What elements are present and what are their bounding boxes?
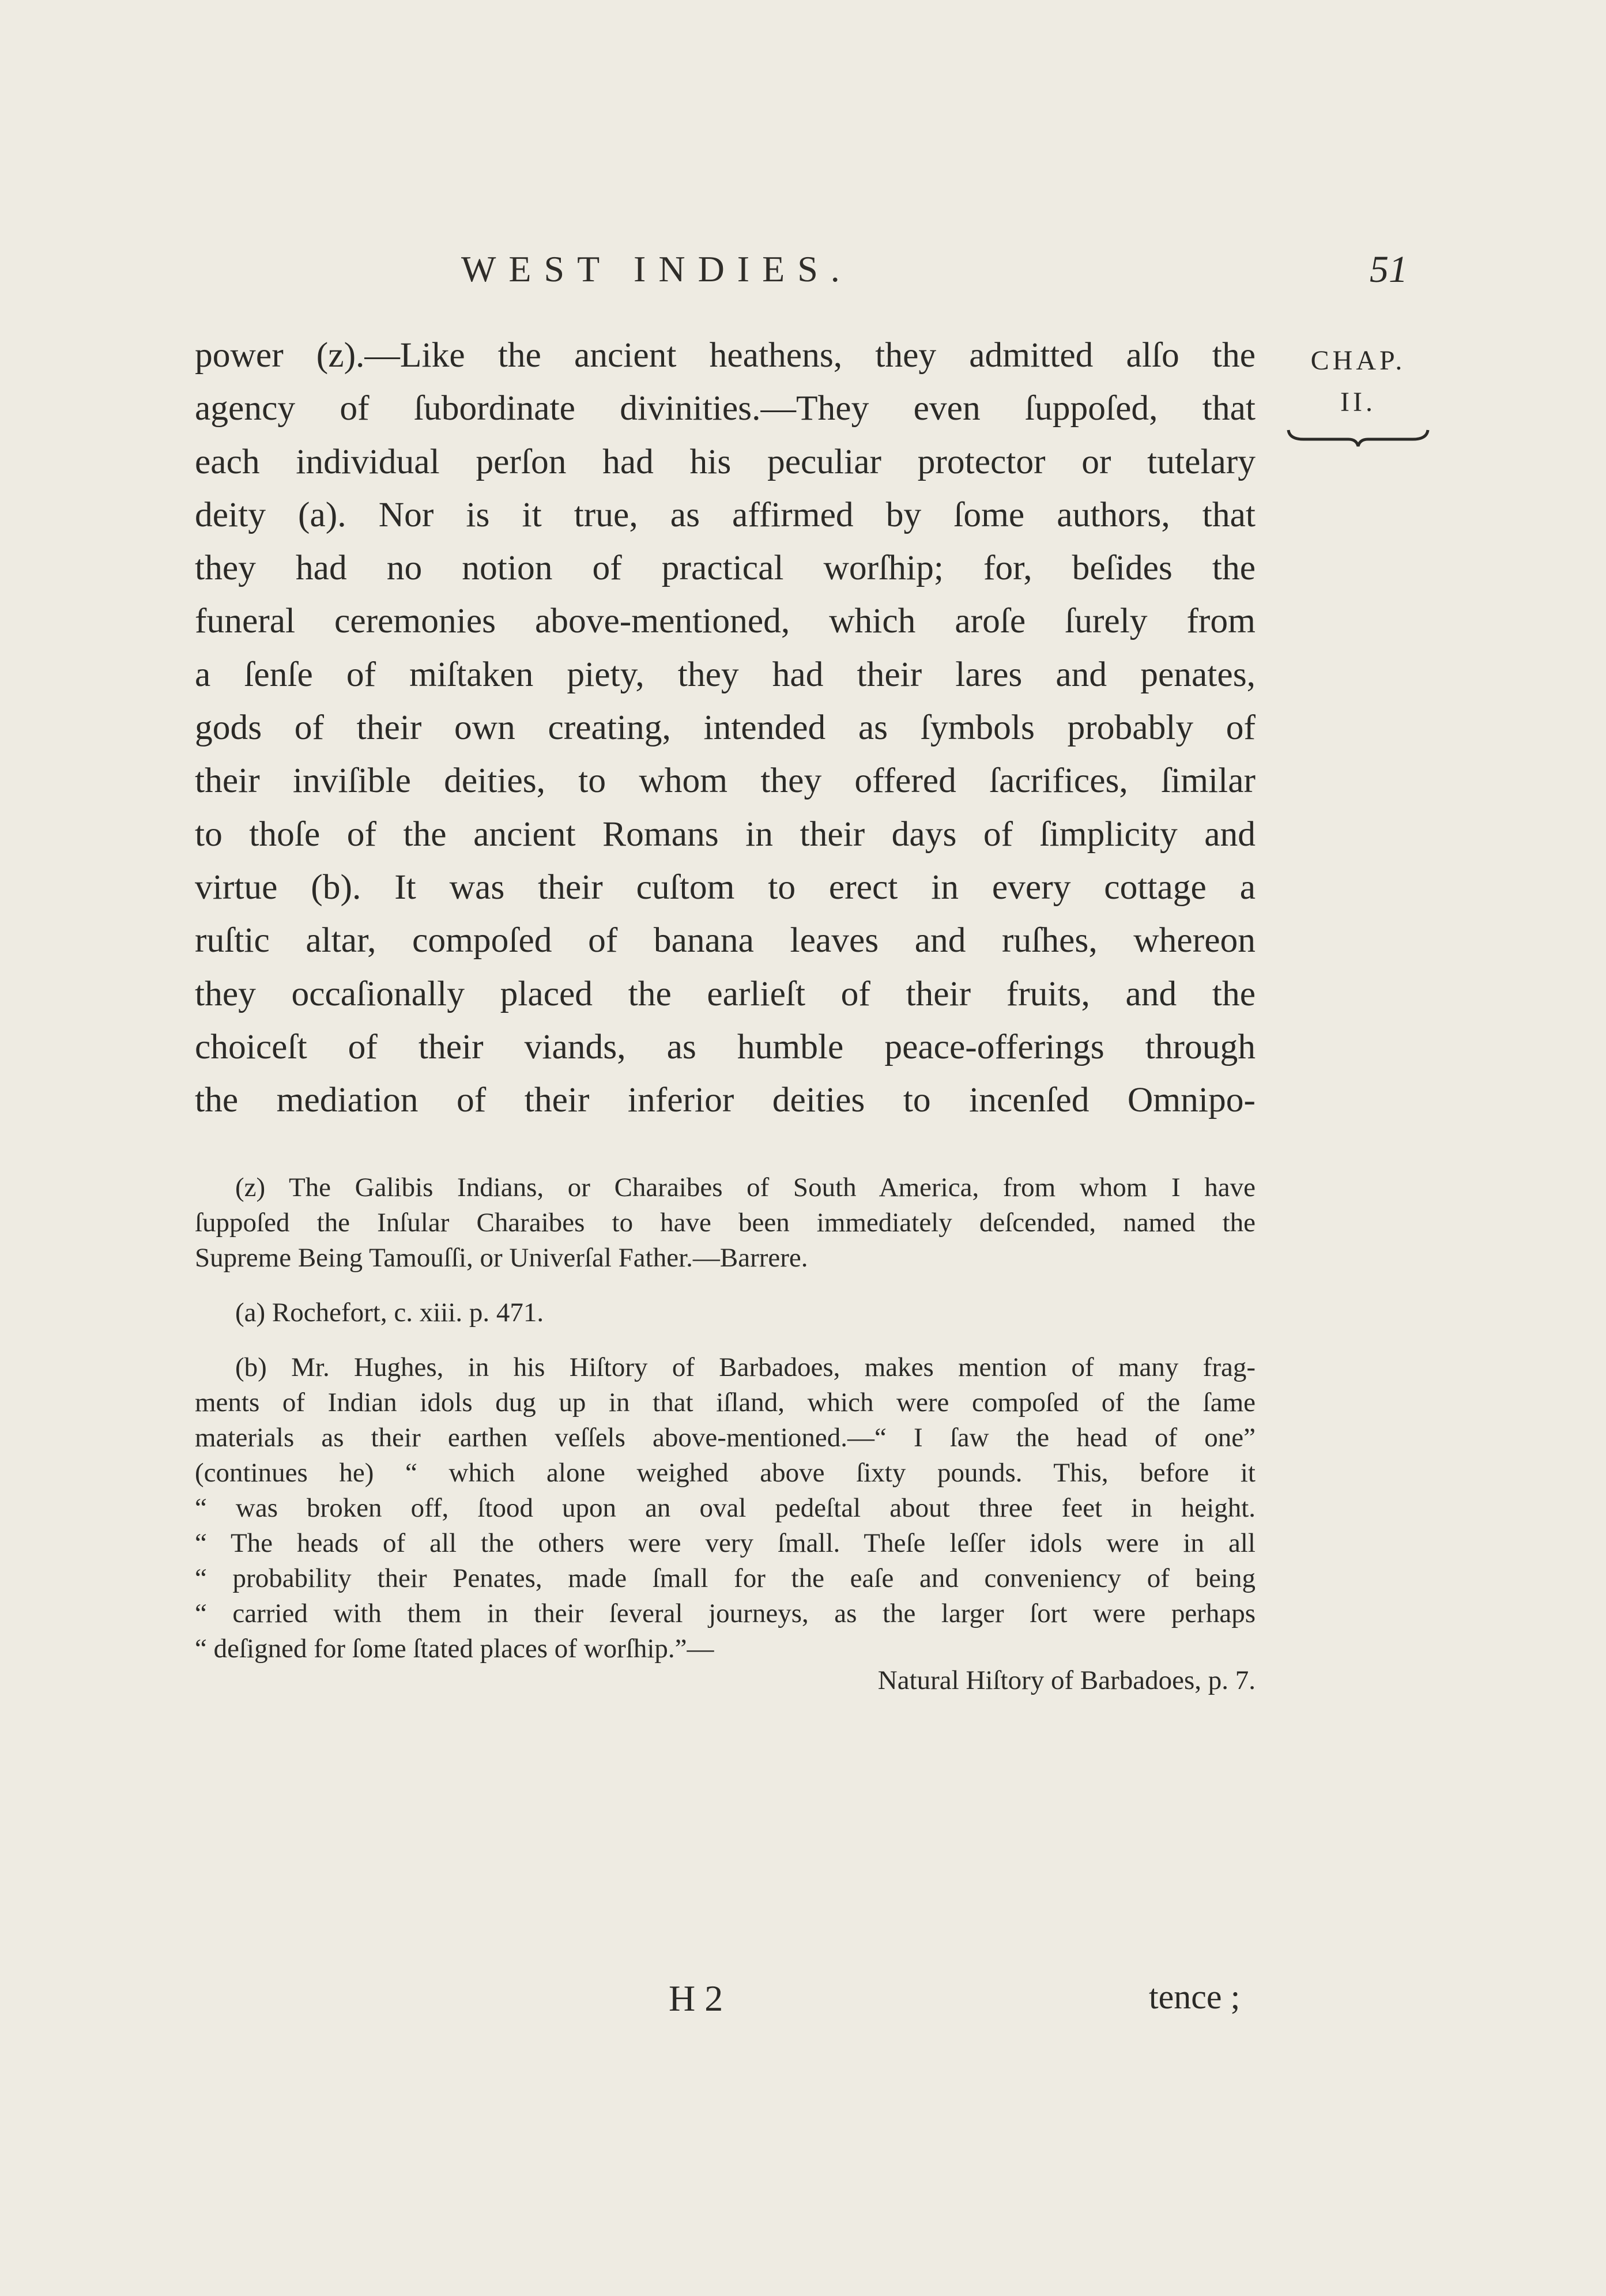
main-text-line: gods of their own creating, intended as ſymbols probably of [195, 708, 1256, 748]
footnote-source: Natural Hiſtory of Barbadoes, p. 7. [877, 1665, 1256, 1695]
chapter-label: CHAP. [1310, 345, 1406, 376]
footnote-line: “ probability their Penates, made ſmall for the eaſe and conveniency of being [195, 1563, 1256, 1593]
main-text-line: power (z).—Like the ancient heathens, they admitted alſo the [195, 335, 1256, 375]
footnote-a [195, 1295, 1256, 1330]
main-text-line: funeral ceremonies above-mentioned, which aroſe ſurely from [195, 601, 1256, 641]
footnotes [195, 1170, 1256, 1718]
footnote-line: (continues he) “ which alone weighed above ſixty pounds. This, before it [195, 1458, 1256, 1488]
footnote-line: ments of Indian idols dug up in that iſland, which were compoſed of the ſame [195, 1388, 1256, 1417]
catchword: tence ; [1149, 1978, 1241, 2016]
footnote-line: ſuppoſed the Inſular Charaibes to have been immediately deſcended, named the [195, 1208, 1256, 1238]
main-text-line: their inviſible deities, to whom they offered ſacrifices, ſimilar [195, 761, 1256, 801]
brace-icon [1286, 427, 1430, 450]
footnote-line: Supreme Being Tamouſſi, or Univerſal Father.—Barrere. [195, 1243, 808, 1273]
main-text-line: the mediation of their inferior deities to incenſed Omnipo- [195, 1080, 1256, 1120]
main-text-line: a ſenſe of miſtaken piety, they had their lares and penates, [195, 654, 1256, 694]
main-text [195, 329, 1256, 1126]
chapter-number: II. [1340, 387, 1376, 417]
main-text-line: virtue (b). It was their cuſtom to erect in every cottage a [195, 867, 1256, 907]
main-text-line: ruſtic altar, compoſed of banana leaves and ruſhes, whereon [195, 921, 1256, 960]
footnote-line: (z) The Galibis Indians, or Charaibes of South America, from whom I have [235, 1172, 1256, 1202]
main-text-line: choiceſt of their viands, as humble peace-offerings through [195, 1027, 1256, 1066]
footnote-line: “ was broken off, ſtood upon an oval pedeſtal about three feet in height. [195, 1493, 1256, 1523]
footnote-line: (b) Mr. Hughes, in his Hiſtory of Barbadoes, makes mention of many frag- [235, 1352, 1256, 1382]
main-text-line: agency of ſubordinate divinities.—They even ſuppoſed, that [195, 389, 1256, 428]
main-text-line: they occaſionally placed the earlieſt of their fruits, and the [195, 974, 1256, 1013]
footnote-b [195, 1350, 1256, 1698]
signature-mark: H 2 [669, 1978, 723, 2019]
main-text-line: deity (a). Nor is it true, as affirmed by ſome authors, that [195, 495, 1256, 534]
footnote-line: “ carried with them in their ſeveral journeys, as the larger ſort were perhaps [195, 1598, 1256, 1628]
running-head: WEST INDIES. [461, 248, 853, 289]
footnote-z [195, 1170, 1256, 1276]
main-text-line: each individual perſon had his peculiar protector or tutelary [195, 442, 1256, 481]
footnote-line: (a) Rochefort, c. xiii. p. 471. [235, 1298, 544, 1328]
chapter-marker [1283, 340, 1433, 450]
footnote-line: “ deſigned for ſome ſtated places of worſhip.”— [195, 1634, 714, 1664]
footnote-line: materials as their earthen veſſels above-mentioned.—“ I ſaw the head of one” [195, 1423, 1256, 1453]
main-text-line: to thoſe of the ancient Romans in their days of ſimplicity and [195, 814, 1256, 854]
main-text-line: they had no notion of practical worſhip; for, beſides the [195, 548, 1256, 588]
page-number: 51 [1370, 248, 1408, 291]
footnote-line: “ The heads of all the others were very ſmall. Theſe leſſer idols were in all [195, 1528, 1256, 1558]
